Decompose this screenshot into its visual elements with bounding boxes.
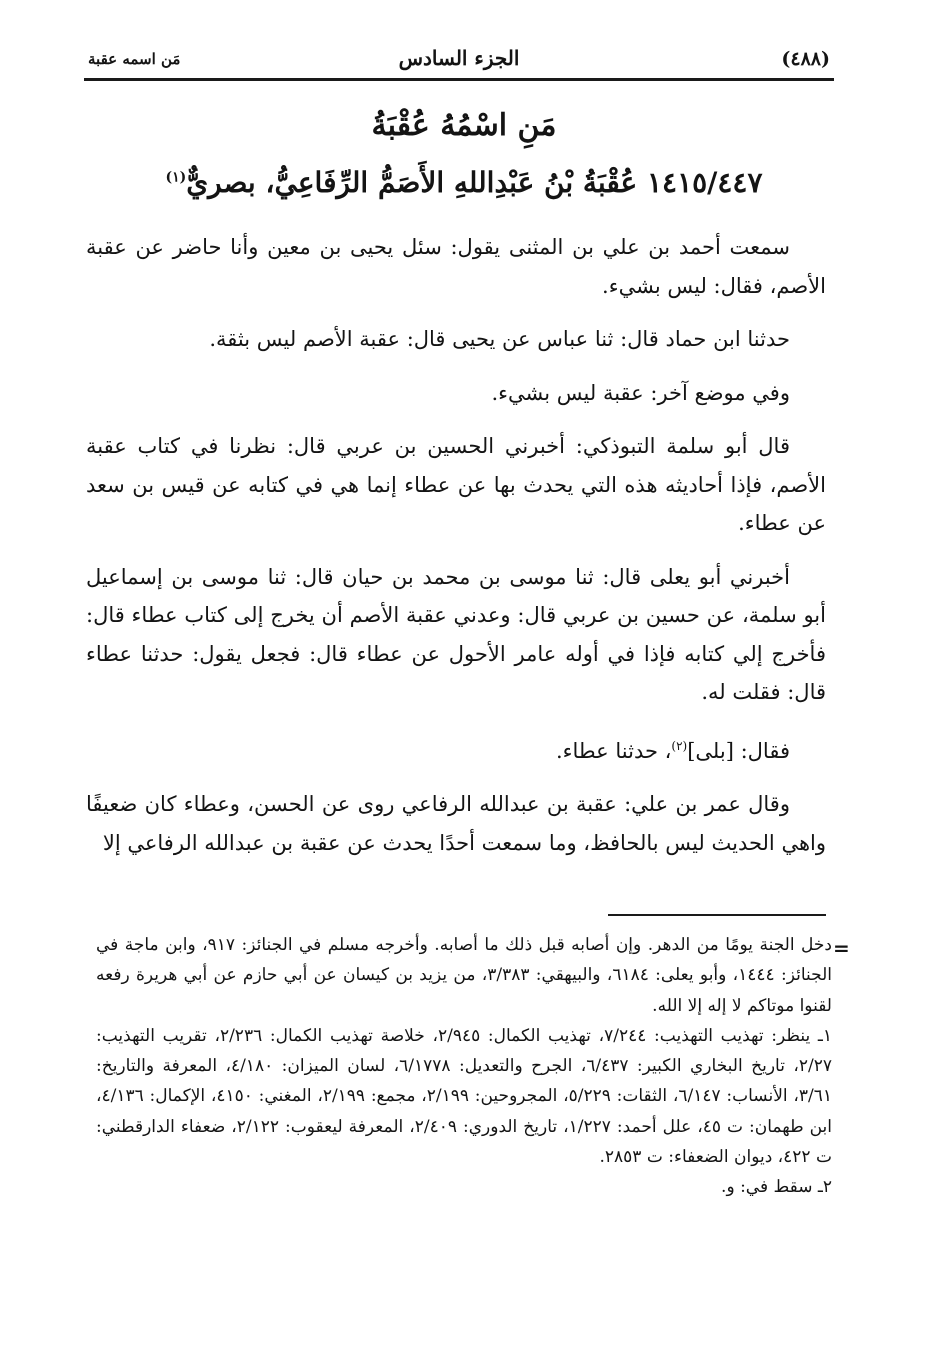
volume-label: الجزء السادس [398,46,520,70]
paragraph: قال أبو سلمة التبوذكي: أخبرني الحسين بن عربي قال: نظرنا في كتاب عقبة الأصم، فإذا أحاديثه هذه التي يحدث بها عن عطاء إنما هي في كتابه عن قيس بن سعد عن عطاء. [86,434,826,535]
footnote-continued: دخل الجنة يومًا من الدهر. وإن أصابه قبل ذلك ما أصابه. وأخرجه مسلم في الجنائز: ٩١٧، وابن ماجة في الجنائز: ١٤٤٤، وأبو يعلى: ٦١٨٤، والبيهقي: ٣/٣٨٣، من يزيد بن كيسان عن أبي حازم عن أبي هريرة رفعه لقنوا موتاكم لا إله إلا الله. [96,935,833,1016]
footnote-ref-2: (٢) [671,738,688,753]
running-header [88,40,830,76]
footnote-1: ١ـ ينظر: تهذيب التهذيب: ٧/٢٤٤، تهذيب الكمال: ٢/٩٤٥، خلاصة تهذيب الكمال: ٢/٢٣٦، تقريب التهذيب: ٢/٢٧، تاريخ البخاري الكبير: ٦/٤٣٧، الجرح والتعديل: ٦/١٧٧٨، لسان الميزان: ٤/١٨٠، المعرفة والتاريخ: ٣/٦١، الأنساب: ٦/١٤٧، الثقات: ٥/٢٢٩، المجروحين: ٢/١٩٩، مجمع: ٢/١٩٩، المغني: ٤١٥٠، الإكمال: ٤/١٣٦، ابن طهمان: ت ٤٥، علل أحمد: ١/٢٢٧، تاريخ الدوري: ٢/٤٠٩، المعرفة ليعقوب: ٢/١٢٢، ضعفاء الدارقطني: ت ٤٢٢، ديوان الضعفاء: ت ٢٨٥٣. [96,1025,833,1168]
header-rule [84,78,834,81]
section-label: مَن اسمه عقبة [88,50,181,68]
continuation-mark: = [833,936,850,960]
footnote-ref-1: (١) [165,169,187,186]
paragraph-text: فقال: [بلى] [687,738,790,763]
section-title: مَنِ اسْمُهُ عُقْبَةُ [371,108,557,143]
entry-title-text: ١٤١٥/٤٤٧ عُقْبَةُ بْنُ عَبْدِاللهِ الأَصَمُّ الرِّفَاعِيُّ، بصريٌّ [186,166,763,199]
page-number: (٤٨٨) [781,48,830,70]
footnotes [96,930,832,1203]
entry-title [84,166,844,199]
paragraph [86,727,826,771]
paragraph: سمعت أحمد بن علي بن المثنى يقول: سئل يحيى بن معين وأنا حاضر عن عقبة الأصم، فقال: ليس بشيء. [86,235,826,298]
footnote-rule [608,914,826,916]
paragraph: وقال عمر بن علي: عقبة بن عبدالله الرفاعي روى عن الحسن، وعطاء كان ضعيفًا واهي الحديث ليس بالحافظ، وما سمعت أحدًا يحدث عن عقبة بن عبدالله الرفاعي إلا [86,792,826,855]
paragraph: أخبرني أبو يعلى قال: ثنا موسى بن محمد بن حيان قال: ثنا موسى بن إسماعيل أبو سلمة، عن حسين بن عربي قال: وعدني عقبة الأصم أن يخرج إلى كتاب عطاء قال: فأخرج إلي كتابه فإذا في أوله عامر الأحول عن عطاء قال: فجعل يقول: حدثنا عطاء قال: فقلت له. [86,564,826,704]
paragraph-text: ، حدثنا عطاء. [555,738,672,763]
body-text [86,228,826,877]
footnote-2: ٢ـ سقط في: و. [721,1177,832,1198]
paragraph: وفي موضع آخر: عقبة ليس بشيء. [491,380,790,405]
paragraph: حدثنا ابن حماد قال: ثنا عباس عن يحيى قال: عقبة الأصم ليس بثقة. [209,327,790,351]
